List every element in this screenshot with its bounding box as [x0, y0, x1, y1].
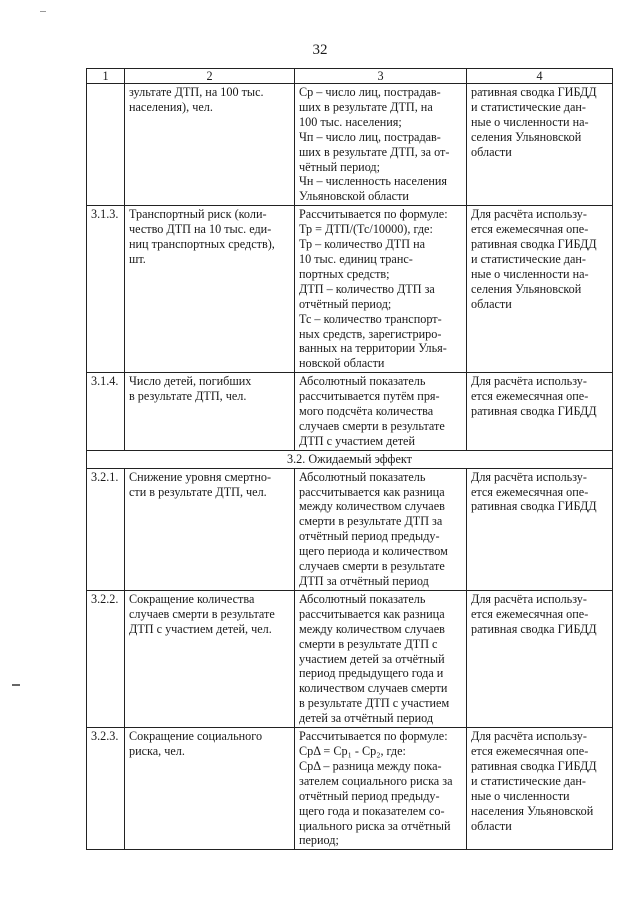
indicator-name — [125, 728, 295, 850]
calculation-method-line: детей за отчётный период — [299, 711, 434, 726]
column-number-2: 2 — [125, 69, 295, 84]
data-source-line: ется ежемесячная опе- — [471, 484, 589, 499]
calculation-method-line: между количеством случаев — [299, 621, 445, 636]
indicator-name-line: Транспортный риск (коли- — [129, 207, 267, 222]
table-row — [87, 373, 613, 451]
calculation-method-line: Тр – количество ДТП на — [299, 237, 426, 252]
data-source-line: области — [471, 144, 512, 159]
calculation-method-line: зателем социального риска за — [299, 773, 453, 788]
data-source — [467, 468, 613, 590]
column-number-1: 1 — [87, 69, 125, 84]
calculation-method-line: 10 тыс. единиц транс- — [299, 251, 413, 266]
data-source — [467, 373, 613, 451]
indicator-name — [125, 590, 295, 727]
calculation-method-line: циального риска за отчётный — [299, 818, 451, 833]
calculation-method — [295, 206, 467, 373]
column-number-4: 4 — [467, 69, 613, 84]
calculation-method — [295, 84, 467, 206]
row-number: 3.2.2. — [87, 590, 125, 727]
table-row — [87, 84, 613, 206]
data-source-line: ративная сводка ГИБДД — [471, 404, 597, 419]
indicator-name-line: населения), чел. — [129, 99, 213, 114]
table-row — [87, 728, 613, 850]
indicator-name-line: Сокращение социального — [129, 729, 263, 744]
calculation-method-line: отчётный период предыду- — [299, 788, 440, 803]
indicator-name-line: ДТП с участием детей, чел. — [129, 621, 272, 636]
calculation-method-line: период предыдущего года и — [299, 666, 444, 681]
indicator-name — [125, 373, 295, 451]
indicator-name-line: шт. — [129, 251, 146, 266]
data-source-line: Для расчёта использу- — [471, 591, 587, 606]
calculation-method-line: ванных на территории Улья- — [299, 341, 447, 356]
calculation-method-line: 100 тыс. населения; — [299, 114, 402, 129]
column-number-row — [87, 69, 613, 84]
data-source-line: Для расчёта использу- — [471, 469, 587, 484]
data-source-line: Для расчёта использу- — [471, 729, 587, 744]
table-row — [87, 206, 613, 373]
calculation-method-line: щего периода и количеством — [299, 544, 448, 559]
data-source-line: ративная сводка ГИБДД — [471, 499, 597, 514]
calculation-method-line: ДТП – количество ДТП за — [299, 281, 435, 296]
calculation-method-line: ших в результате ДТП, на — [299, 99, 433, 114]
data-source-line: селения Ульяновской — [471, 281, 582, 296]
calculation-method-line: Чп – число лиц, пострадав- — [299, 129, 441, 144]
row-number: 3.1.4. — [87, 373, 125, 451]
indicator-name-line: Число детей, погибших — [129, 374, 252, 389]
calculation-method-line: Ульяновской области — [299, 189, 409, 204]
calculation-method-line: Тс – количество транспорт- — [299, 311, 442, 326]
calculation-method-line: СрΔ = Ср₁ - Ср₂, где: — [299, 743, 406, 758]
calculation-method-line: количеством случаев смерти — [299, 681, 448, 696]
calculation-method-line: ДТП с участием детей — [299, 433, 415, 448]
data-source-line: и статистические дан- — [471, 99, 586, 114]
calculation-method-line: смерти в результате ДТП за — [299, 514, 443, 529]
table-row — [87, 468, 613, 590]
data-source-line: селения Ульяновской — [471, 129, 582, 144]
data-source-line: ные о численности — [471, 788, 570, 803]
calculation-method-line: мого подсчёта количества — [299, 404, 434, 419]
data-source-line: и статистические дан- — [471, 251, 586, 266]
indicator-name-line: риска, чел. — [129, 743, 185, 758]
row-number: 3.2.3. — [87, 728, 125, 850]
calculation-method-line: в результате ДТП с участием — [299, 696, 450, 711]
calculation-method — [295, 728, 467, 850]
data-source-line: ративная сводка ГИБДД — [471, 758, 597, 773]
calculation-method-line: Абсолютный показатель — [299, 469, 426, 484]
indicators-table-body — [87, 69, 613, 850]
indicator-name-line: Сокращение количества — [129, 591, 255, 606]
indicators-table — [86, 68, 613, 850]
calculation-method — [295, 468, 467, 590]
calculation-method-line: Абсолютный показатель — [299, 591, 426, 606]
calculation-method-line: Ср – число лиц, пострадав- — [299, 85, 441, 99]
data-source-line: и статистические дан- — [471, 773, 586, 788]
calculation-method-line: между количеством случаев — [299, 499, 445, 514]
data-source-line: ется ежемесячная опе- — [471, 222, 589, 237]
indicator-name-line: случаев смерти в результате — [129, 606, 275, 621]
calculation-method-line: Рассчитывается по формуле: — [299, 207, 448, 222]
calculation-method — [295, 590, 467, 727]
scan-speck-left — [12, 684, 20, 686]
row-number: 3.1.3. — [87, 206, 125, 373]
data-source-line: ративная сводка ГИБДД — [471, 85, 597, 99]
indicator-name-line: ниц транспортных средств), — [129, 237, 275, 252]
calculation-method-line: смерти в результате ДТП с — [299, 636, 438, 651]
data-source-line: ется ежемесячная опе- — [471, 743, 589, 758]
calculation-method-line: случаев смерти в результате — [299, 559, 445, 574]
calculation-method-line: щего года и показателем со- — [299, 803, 445, 818]
data-source-line: ется ежемесячная опе- — [471, 389, 589, 404]
indicator-name-line: чество ДТП на 10 тыс. еди- — [129, 222, 272, 237]
data-source-line: ные о численности на- — [471, 114, 589, 129]
data-source-line: ративная сводка ГИБДД — [471, 621, 597, 636]
indicator-name — [125, 468, 295, 590]
data-source-line: населения Ульяновской — [471, 803, 594, 818]
calculation-method-line: Чн – численность населения — [299, 174, 448, 189]
data-source — [467, 728, 613, 850]
calculation-method-line: период; — [299, 833, 339, 848]
calculation-method — [295, 373, 467, 451]
indicator-name-line: Снижение уровня смертно- — [129, 469, 272, 484]
data-source-line: ется ежемесячная опе- — [471, 606, 589, 621]
data-source — [467, 206, 613, 373]
data-source-line: ные о численности на- — [471, 266, 589, 281]
data-source-line: области — [471, 818, 512, 833]
row-number: 3.2.1. — [87, 468, 125, 590]
calculation-method-line: Рассчитывается по формуле: — [299, 729, 448, 744]
calculation-method-line: рассчитывается путём пря- — [299, 389, 440, 404]
indicator-name-line: зультате ДТП, на 100 тыс. — [129, 85, 264, 99]
scan-speck-top — [40, 11, 46, 12]
calculation-method-line: ДТП за отчётный период — [299, 574, 429, 588]
row-number — [87, 84, 125, 206]
data-source-line: области — [471, 296, 512, 311]
section-title: 3.2. Ожидаемый эффект — [87, 450, 613, 468]
calculation-method-line: СрΔ – разница между пока- — [299, 758, 442, 773]
data-source-line: Для расчёта использу- — [471, 374, 587, 389]
calculation-method-line: Абсолютный показатель — [299, 374, 426, 389]
indicator-name — [125, 206, 295, 373]
calculation-method-line: случаев смерти в результате — [299, 418, 445, 433]
indicator-name-line: в результате ДТП, чел. — [129, 389, 247, 404]
indicator-name — [125, 84, 295, 206]
calculation-method-line: участием детей за отчётный — [299, 651, 445, 666]
calculation-method-line: отчётный период; — [299, 296, 392, 311]
calculation-method-line: рассчитывается как разница — [299, 606, 445, 621]
calculation-method-line: отчётный период предыду- — [299, 529, 440, 544]
calculation-method-line: Тр = ДТП/(Тс/10000), где: — [299, 222, 433, 237]
indicator-name-line: сти в результате ДТП, чел. — [129, 484, 267, 499]
calculation-method-line: новской области — [299, 356, 385, 371]
calculation-method-line: чётный период; — [299, 159, 381, 174]
table-row — [87, 590, 613, 727]
calculation-method-line: портных средств; — [299, 266, 390, 281]
page-number: 32 — [312, 42, 328, 58]
calculation-method-line: ных средств, зарегистриро- — [299, 326, 442, 341]
column-number-3: 3 — [295, 69, 467, 84]
data-source-line: Для расчёта использу- — [471, 207, 587, 222]
data-source-line: ративная сводка ГИБДД — [471, 237, 597, 252]
data-source — [467, 590, 613, 727]
calculation-method-line: ших в результате ДТП, за от- — [299, 144, 450, 159]
data-source — [467, 84, 613, 206]
section-row — [87, 450, 613, 468]
calculation-method-line: рассчитывается как разница — [299, 484, 445, 499]
